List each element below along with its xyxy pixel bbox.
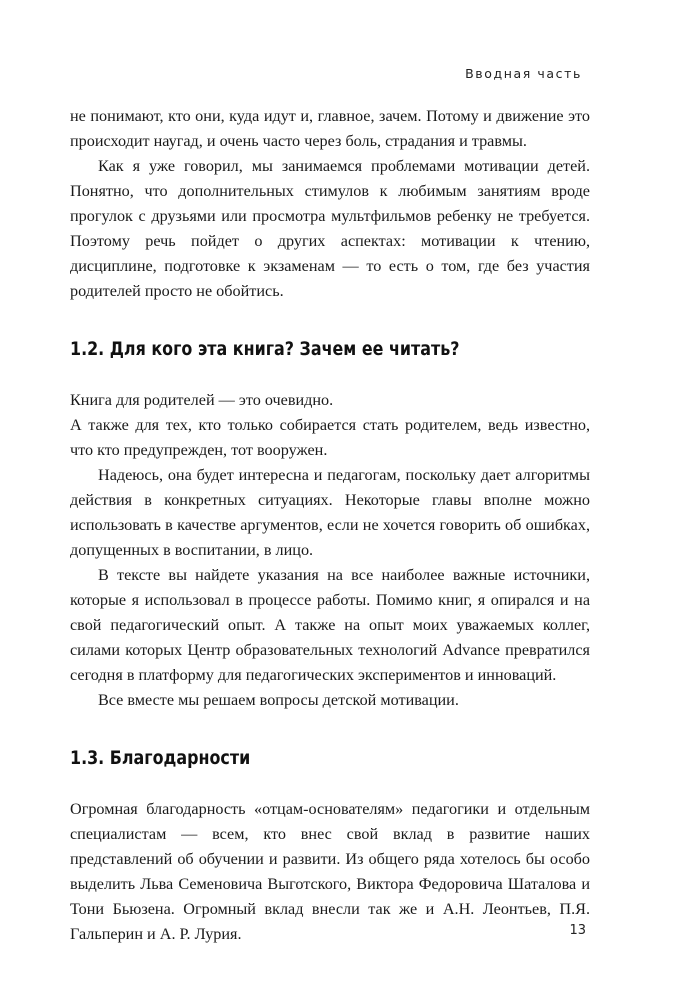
section-1-2-paragraph-1: Книга для родителей — это очевидно. — [70, 391, 334, 409]
page-number: 13 — [569, 923, 586, 938]
section-1-2-paragraph-4: В тексте вы найдете указания на все наиболее важные источники, которые я использовал в процессе работы. Помимо книг, я опирался и на свой педагогический опыт. А также на опыт моих уважаемых коллег, силами которых Центр образовательных технологий Advance превратился сегодня в платформу для педагогических экспериментов и инноваций. — [70, 566, 590, 684]
intro-paragraph-1: не понимают, кто они, куда идут и, главное, зачем. Потому и движение это происходит наугад, и очень часто через боль, страдания и травмы. — [70, 107, 590, 150]
section-heading-1-2: 1.2. Для кого эта книга? Зачем ее читать? — [70, 339, 460, 360]
section-heading-1-3: 1.3. Благодарности — [70, 748, 251, 769]
section-1-2-paragraph-3: Надеюсь, она будет интересна и педагогам, поскольку дает алгоритмы действия в конкретных ситуациях. Некоторые главы вполне можно использовать в качестве аргументов, если не хочется говорить об ошибках, допущенных в воспитании, в лицо. — [70, 466, 590, 559]
section-1-2-paragraph-2: А также для тех, кто только собирается стать родителем, ведь известно, что кто предупрежден, тот вооружен. — [70, 416, 590, 459]
intro-paragraph-2: Как я уже говорил, мы занимаемся проблемами мотивации детей. Понятно, что дополнительных стимулов к любимым занятиям вроде прогулок с друзьями или просмотра мультфильмов ребенку не требуется. Поэтому речь пойдет о других аспектах: мотивации к чтению, дисциплине, подготовке к экзаменам — то есть о том, где без участия родителей просто не обойтись. — [70, 157, 590, 300]
running-header: Вводная часть — [465, 66, 582, 81]
page-content — [70, 104, 590, 947]
section-1-2-paragraph-5: Все вместе мы решаем вопросы детской мотивации. — [98, 691, 459, 709]
section-1-3-paragraph-1: Огромная благодарность «отцам-основателям» педагогики и отдельным специалистам — всем, кто внес свой вклад в развитие наших представлений об обучении и развити. Из общего ряда хотелось бы особо выделить Льва Семеновича Выготского, Виктора Федоровича Шаталова и Тони Бьюзена. Огромный вклад внесли так же и А.Н. Леонтьев, П.Я. Гальперин и А. Р. Лурия. — [70, 800, 590, 943]
